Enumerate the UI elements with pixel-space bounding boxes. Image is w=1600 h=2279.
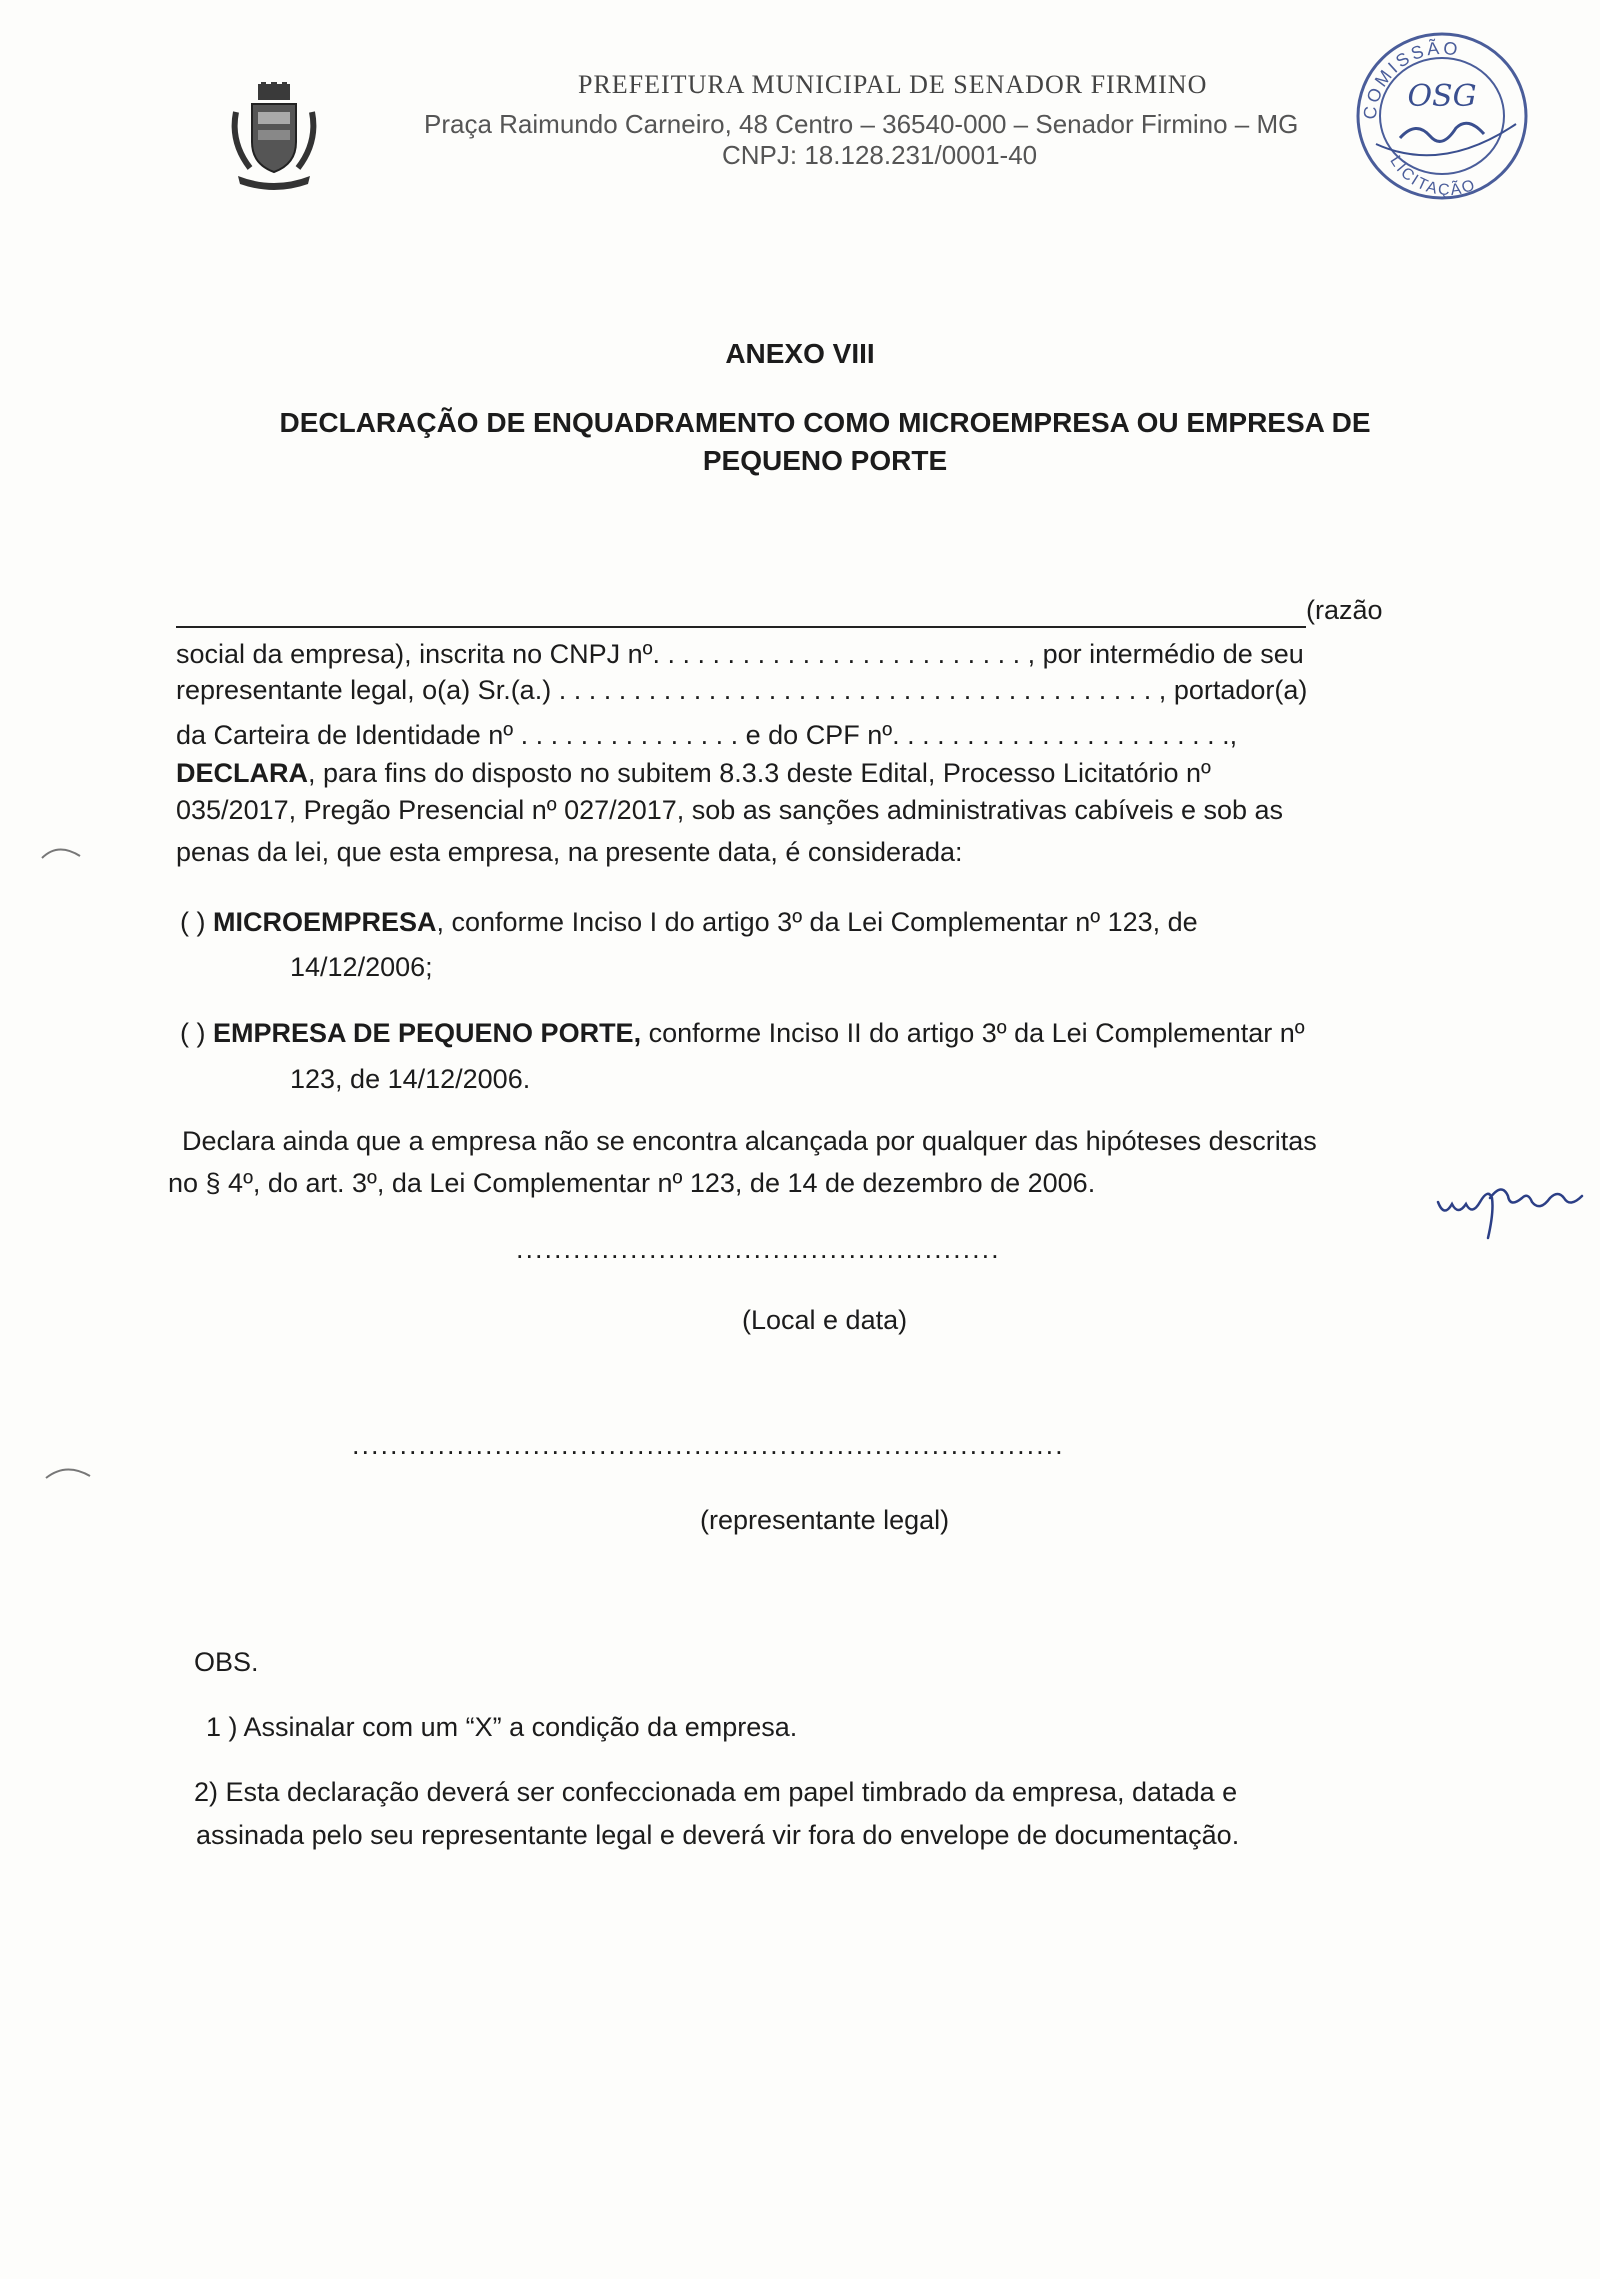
body-line-3: da Carteira de Identidade nº . . . . . . . . . . . . . . . e do CPF nº. . . . . . . . . . . . . . . . . . . . . . ., [176, 720, 1238, 750]
obs-label: OBS. [194, 1647, 259, 1677]
obs-item-2-line-1: 2) Esta declaração deverá ser confeccionada em papel timbrado da empresa, datada e [194, 1777, 1238, 1807]
scan-mark [44, 1460, 94, 1484]
body-line-5: 035/2017, Pregão Presencial nº 027/2017, sob as sanções administrativas cabíveis e sob as [176, 795, 1284, 825]
svg-text:COMISSÃO: COMISSÃO [1359, 37, 1462, 121]
declara-ainda-line-2: no § 4º, do art. 3º, da Lei Complementar nº 123, de 14 de dezembro de 2006. [168, 1168, 1096, 1198]
body-line-6: penas da lei, que esta empresa, na presente data, é considerada: [176, 837, 963, 867]
option-microempresa [180, 905, 1198, 939]
option-text: , conforme Inciso I do artigo 3º da Lei Complementar nº 123, de [436, 907, 1198, 937]
header-address: Praça Raimundo Carneiro, 48 Centro – 36540-000 – Senador Firmino – MG [424, 109, 1299, 139]
handwritten-rubric [1432, 1168, 1592, 1248]
option-checkbox[interactable]: ( ) [180, 907, 206, 937]
razao-label: (razão [1306, 595, 1383, 625]
local-date-line: ................................................... [516, 1234, 1001, 1264]
option-label: MICROEMPRESA [213, 907, 437, 937]
header-title: PREFEITURA MUNICIPAL DE SENADOR FIRMINO [578, 70, 1208, 99]
body-line-2: representante legal, o(a) Sr.(a.) . . . . . . . . . . . . . . . . . . . . . . . . . . . . . . . . . . . . . . . . , portador(a) [176, 675, 1308, 705]
declara-ainda-line-1: Declara ainda que a empresa não se encontra alcançada por qualquer das hipóteses descritas [182, 1126, 1317, 1156]
obs-item-1: 1 ) Assinalar com um “X” a condição da empresa. [206, 1712, 798, 1742]
body-line-4-rest: , para fins do disposto no subitem 8.3.3 deste Edital, Processo Licitatório nº [308, 758, 1211, 788]
body-line-1: social da empresa), inscrita no CNPJ nº. . . . . . . . . . . . . . . . . . . . . . . . . , por intermédio de seu [176, 639, 1304, 669]
representative-label: (representante legal) [700, 1505, 950, 1535]
obs-item-2-line-2: assinada pelo seu representante legal e deverá vir fora do envelope de documentação. [196, 1820, 1240, 1850]
municipal-crest-icon [228, 82, 320, 192]
header-cnpj: CNPJ: 18.128.231/0001-40 [722, 140, 1038, 170]
option-epp [180, 1016, 1305, 1050]
commission-stamp [1346, 24, 1534, 206]
option-checkbox[interactable]: ( ) [180, 1018, 206, 1048]
annex-title: ANEXO VIII [725, 338, 875, 369]
stamp-initials: OSG [1407, 79, 1477, 114]
declara-keyword: DECLARA [176, 758, 308, 788]
svg-text:LICITAÇÃO: LICITAÇÃO [1386, 153, 1479, 200]
option-epp-cont: 123, de 14/12/2006. [290, 1064, 531, 1094]
option-microempresa-cont: 14/12/2006; [290, 952, 433, 982]
option-text: conforme Inciso II do artigo 3º da Lei Complementar nº [641, 1018, 1305, 1048]
option-label: EMPRESA DE PEQUENO PORTE, [213, 1018, 642, 1048]
body-line-4 [176, 756, 1211, 790]
representative-line: ........................................................................... [352, 1430, 1065, 1460]
declaration-title: DECLARAÇÃO DE ENQUADRAMENTO COMO MICROEMPRESA OU EMPRESA DE PEQUENO PORTE [279, 407, 1371, 476]
local-date-label: (Local e data) [742, 1305, 908, 1335]
scan-mark [40, 840, 84, 864]
company-name-blank-line [176, 626, 1306, 628]
